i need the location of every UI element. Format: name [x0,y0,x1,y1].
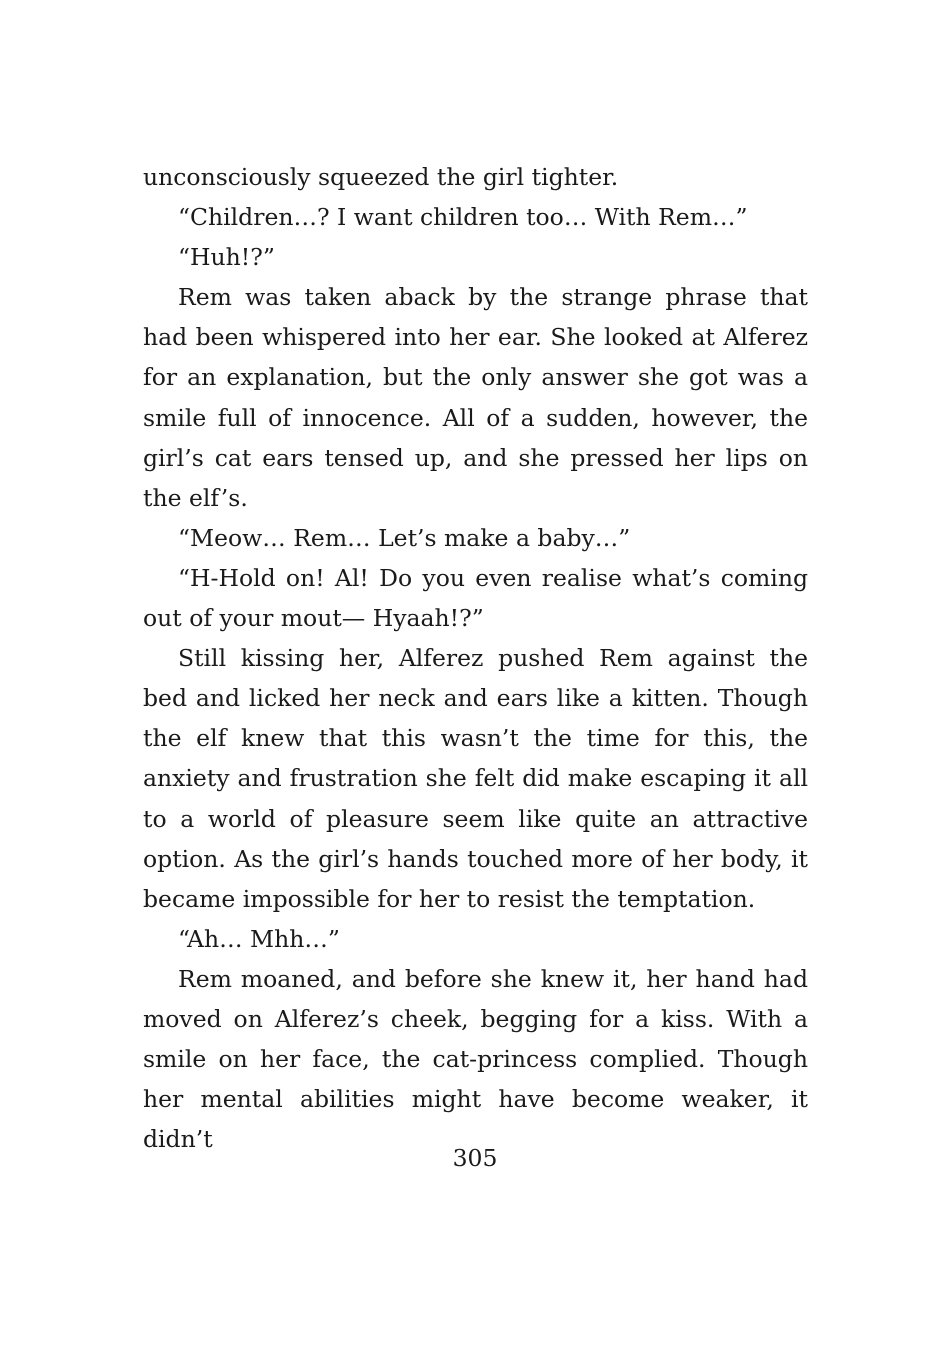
paragraph-1: unconsciously squeezed the girl tighter. [143,163,619,191]
paragraph-6: “H-Hold on! Al! Do you even realise what’s coming out of your mout— Hyaah!?” [143,563,808,633]
paragraph-4: Rem was taken aback by the strange phrase that had been whispered into her ear. She looked at Alferez for an explanation, but the only answer she got was a smile full of innocence. All of a sudden, however, the girl’s cat ears tensed up, and she pressed her lips on the elf’s. [143,283,808,512]
body-text [143,157,808,1159]
page-number: 305 [452,1144,498,1172]
paragraph-8: “Ah… Mhh…” [178,924,340,953]
paragraph-3: “Huh!?” [178,243,275,272]
paragraph-5: “Meow… Rem… Let’s make a baby…” [178,523,631,552]
paragraph-2: “Children…? I want children too… With Rem…” [178,203,748,232]
paragraph-7: Still kissing her, Alferez pushed Rem against the bed and licked her neck and ears like a kitten. Though the elf knew that this wasn’t the time for this, the anxiety and frustration she felt did make escaping it all to a world of pleasure seem like quite an attractive option. As the girl’s hands touched more of her body, it became impossible for her to resist the temptation. [143,644,808,913]
paragraph-9: Rem moaned, and before she knew it, her hand had moved on Alferez’s cheek, begging for a kiss. With a smile on her face, the cat-princess complied. Though her mental abilities might have become weaker, it didn’t [143,964,808,1154]
